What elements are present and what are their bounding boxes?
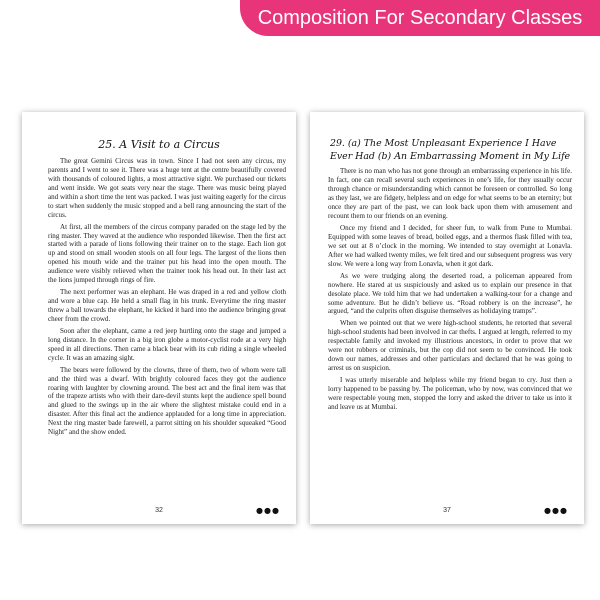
paragraph: The great Gemini Circus was in town. Since I had not seen any circus, my parents and I went to see it. There was a huge tent at the centre beautifully covered with thousands of coloured lights, a most attractive sight. We purchased our tickets and went inside. We got seats very near the stage. There was music being played and within a short time the tent was packed. I was just waiting eagerly for the circus to start when suddenly the music stopped and a bell rang announcing the start of the circus. xyxy=(48,157,286,219)
more-dots-icon: ●●● xyxy=(256,506,280,515)
left-page-body xyxy=(48,157,286,437)
right-page-number: 37 xyxy=(443,507,451,514)
right-page-heading: 29. (a) The Most Unpleasant Experience I Have Ever Had (b) An Embarrassing Moment in My Life xyxy=(330,138,571,162)
paragraph: The next performer was an elephant. He was draped in a red and yellow cloth and wore a blue cap. He held a small flag in his trunk. Everytime the ring master threw a ball towards the elephant, he kicked it hard into the audience bringing great cheer from the crowd. xyxy=(48,288,286,323)
left-page-number: 32 xyxy=(155,507,163,514)
paragraph: The bears were followed by the clowns, three of them, two of whom were tall and the third was a dwarf. With brightly coloured faces they got the audience roaring with laughter by clowning around. The best act and the final item was that of the trapeze artists who with their dare-devil stunts kept the audience spell bound and glued to the swings up in the air where the slightest mistake could end in a disaster. After this final act the audience applauded for a long time in appreciation. Next the ring master bade farewell, a parrot sitting on his shoulder squeaked “Good Night” and the show ended. xyxy=(48,365,286,437)
right-page-body xyxy=(328,167,572,411)
paragraph: As we were trudging along the deserted road, a policeman appeared from nowhere. He stared at us suspiciously and asked us to explain our presence in that desolate place. We told him that we had undertaken a walking-tour for a change and some adventure. But he didn’t believe us. “Road robbery is on the increase”, he argued, “and the culprits often disguise themselves as holidaying tramps”. xyxy=(328,271,572,316)
paragraph: Once my friend and I decided, for sheer fun, to walk from Pune to Mumbai. Equipped with some leaves of bread, boiled eggs, and a thermos flask filled with tea, we set out at 8 o’clock in the morning. We intended to stay overnight at Lonavla. After we had walked twenty miles, we felt tired and our subsequent progress was very slow. We were a long way from Lonavla, when it got dark. xyxy=(328,224,572,268)
paragraph: Soon after the elephant, came a red jeep hurtling onto the stage and jumped a long distance. In the corner in a big iron globe a motor-cyclist rode at a very high speed in all directions. Then came a black bear with its cub riding a single wheeled cycle. It was an amazing sight. xyxy=(48,326,286,362)
paragraph: At first, all the members of the circus company paraded on the stage led by the ring master. They waved at the audience who responded likewise. Then the first act started with a parade of lions following their trainer on to the stage. Each lion got up and stood on small wooden stools on all four legs. The largest of the lions then opened his mouth wide and the trainer put his head into the open mouth. The audience were visibly relieved when the trainer took his head out. In their last act the lions jumped through rings of fire. xyxy=(48,222,286,285)
banner: Composition For Secondary Classes xyxy=(240,0,600,36)
paragraph: There is no man who has not gone through an embarrassing experience in his life. In fact, one can recall several such experiences in one’s life, for they usually occur through chance or misunderstanding which cannot be foreseen or controlled. So long as they last, we are fidgety, helpless and on edge for what seems to be an eternity; but once they are part of the past, we can look back upon them with amusement and recount them to our friends on an evening. xyxy=(328,167,572,221)
right-page xyxy=(310,112,584,524)
more-dots-icon: ●●● xyxy=(544,506,568,515)
left-page xyxy=(22,112,296,524)
left-page-heading: 25. A Visit to a Circus xyxy=(98,138,220,151)
paragraph: When we pointed out that we were high-school students, he retorted that several high-school students had been involved in car thefts. I argued at length, referred to my respectable family and invoked my illustrious ancestors, in order to prove that we were not robbers or criminals, but the cop did not seem to be convinced. He took down our names, addresses and other particulars and declared that he was going to arrest us on suspicion. xyxy=(328,319,572,373)
paragraph: I was utterly miserable and helpless while my friend began to cry. Just then a lorry happened to be passing by. The policeman, who by now, was convinced that we were respectable young men, stopped the lorry and asked the driver to take us into it and leave us at Mumbai. xyxy=(328,376,572,411)
